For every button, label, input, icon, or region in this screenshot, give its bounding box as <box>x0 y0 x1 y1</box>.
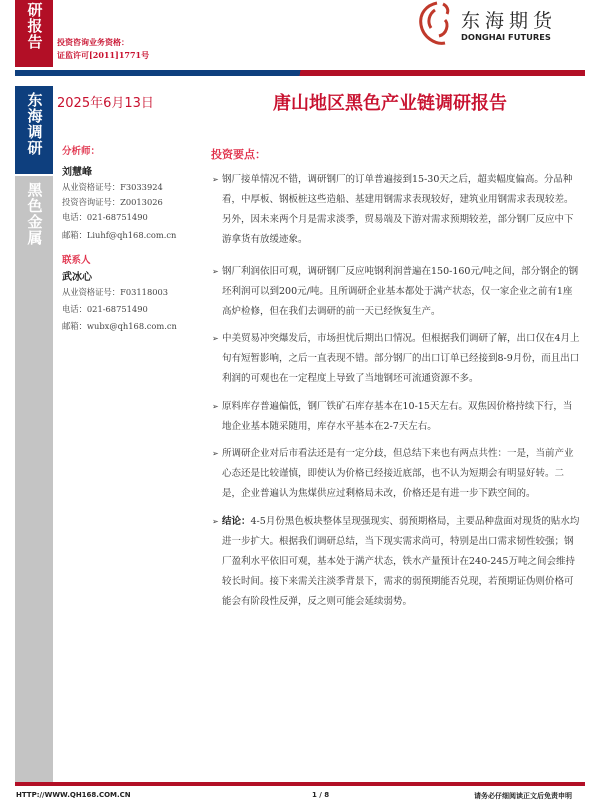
conclusion-text: 4-5月份黑色板块整体呈现强现实、弱预期格局，主要品种盘面对现货的贴水均进一步扩大。根据我们调研总结，当下现实需求尚可，特别是出口需求韧性较强；钢厂盈利水平依旧可观，基本处于满产状态，铁水产量预计在240-245万吨之间会维持较长时间。接下来需关注淡季背景下，需求的弱预期能否兑现，若预期证伪则价格可能会有阶段性反弹，反之则可能会延续弱势。 <box>222 516 580 607</box>
bullet-item <box>212 262 580 322</box>
side-tab-report-label: 研报告 <box>25 2 44 50</box>
bullet-item <box>212 444 580 504</box>
arrow-bullet-icon: ➢ <box>212 267 219 276</box>
conclusion-label: 结论： <box>222 516 251 527</box>
analyst-heading: 分析师： <box>62 146 101 157</box>
side-tab-research-label: 东海调研 <box>25 92 44 156</box>
bullet-text: 原料库存普遍偏低，钢厂铁矿石库存基本在10-15天左右。双焦因价格持续下行，当地企业基本随采随用，库存水平基本在2-7天左右。 <box>222 401 573 432</box>
bullet-item <box>212 397 580 437</box>
side-tab-ferrous <box>15 176 53 786</box>
analyst-name: 刘慧峰 <box>62 167 92 178</box>
qualification-line1: 投资咨询业务资格： <box>57 37 129 47</box>
arrow-bullet-icon: ➢ <box>212 402 219 411</box>
logo-cn: 东海期货 <box>461 10 558 32</box>
qualification <box>57 36 149 62</box>
bullet-item <box>212 170 580 250</box>
analyst-email[interactable]: 邮箱：Liuhf@qh168.com.cn <box>62 230 177 240</box>
arrow-bullet-icon: ➢ <box>212 334 219 343</box>
bullet-item <box>212 329 580 389</box>
contact-license: 从业资格证号：F03118003 <box>62 287 169 297</box>
footer-disclaimer: 请务必仔细阅读正文后免责申明 <box>474 792 572 800</box>
analyst-license: 从业资格证号：F3033924 <box>62 182 163 192</box>
contact-name: 武冰心 <box>62 272 92 283</box>
conclusion-item <box>212 512 580 612</box>
section-title: 投资要点： <box>211 148 266 161</box>
report-date: 2025年6月13日 <box>57 96 154 111</box>
analyst-phone: 电话：021-68751490 <box>62 212 148 222</box>
logo-en: DONGHAI FUTURES <box>461 32 551 42</box>
bullet-text: 中美贸易冲突爆发后，市场担忧后期出口情况。但根据我们调研了解，出口仅在4月上旬有短暂影响，之后一直表现不错。部分钢厂的出口订单已经接到8-9月份，而且出口利润的可观也在一定程度上导致了当地钢坯可流通资源不多。 <box>222 333 580 384</box>
page-number: 1 / 8 <box>312 791 330 799</box>
side-tab-report <box>15 0 53 67</box>
footer-url[interactable]: HTTP://WWW.QH168.COM.CN <box>16 791 131 799</box>
bullet-text: 钢厂利润依旧可观，调研钢厂反应吨钢利润普遍在150-160元/吨之间，部分钢企的钢坯利润可以到200元/吨。且所调研企业基本都处于满产状态，仅一家企业之前有1座高炉检修，但在我们去调研的前一天已经恢复生产。 <box>222 266 579 317</box>
side-tab-research <box>15 86 53 174</box>
qualification-line2: 证监许可[2011]1771号 <box>57 50 150 60</box>
page-title: 唐山地区黑色产业链调研报告 <box>273 93 507 114</box>
side-tab-ferrous-label: 黑色金属 <box>25 182 44 246</box>
dragon-logo-icon <box>415 0 455 48</box>
arrow-bullet-icon: ➢ <box>212 175 219 184</box>
footer-bar <box>15 782 585 786</box>
bullet-text: 钢厂接单情况不错，调研钢厂的订单普遍接到15-30天之后，超卖幅度偏高。分品种看，中厚板、钢板桩这些造船、基建用钢需求表现较好，建筑业用钢需求表现较差。另外，因未来两个月是需求淡季，贸易端及下游对需求预期较差，部分钢厂反应中下游拿货有放缓迹象。 <box>222 174 574 245</box>
contact-heading: 联系人 <box>62 255 91 266</box>
analyst-advisory: 投资咨询证号：Z0013026 <box>62 197 163 207</box>
contact-phone: 电话：021-68751490 <box>62 304 148 314</box>
analyst-block <box>62 144 202 334</box>
arrow-bullet-icon: ➢ <box>212 517 219 526</box>
bullet-text: 所调研企业对后市看法还是有一定分歧，但总结下来也有两点共性：一是，当前产业心态还是比较谨慎，即使认为价格已经接近底部，也不认为短期会有明显好转。二是，企业普遍认为焦煤供应过剩格局未改，价格还是有进一步下跌空间的。 <box>222 448 574 499</box>
arrow-bullet-icon: ➢ <box>212 449 219 458</box>
header-bar <box>15 70 585 76</box>
logo <box>415 0 595 50</box>
contact-email[interactable]: 邮箱：wubx@qh168.com.cn <box>62 321 177 331</box>
